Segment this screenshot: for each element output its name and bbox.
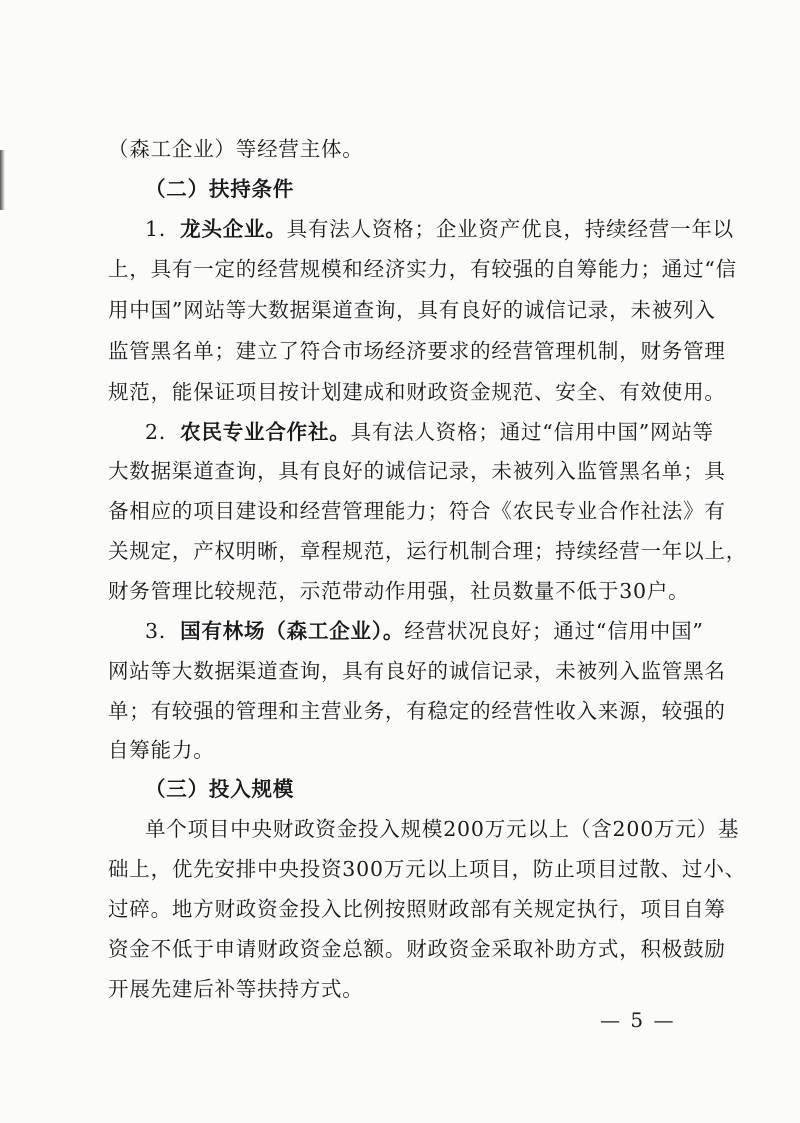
paragraph-line: 资金不低于申请财政资金总额。财政资金采取补助方式，积极鼓励 [108, 937, 726, 961]
paragraph-line: 础上，优先安排中央投资300万元以上项目，防止项目过散、过小、 [108, 857, 746, 881]
page-number: — 5 — [600, 1008, 676, 1032]
paragraph-line: 大数据渠道查询，具有良好的诚信记录，未被列入监管黑名单；具 [108, 459, 726, 483]
paragraph-line: 单；有较强的管理和主营业务，有稳定的经营性收入来源，较强的 [108, 699, 726, 723]
paragraph-line: 规范，能保证项目按计划建成和财政资金规范、安全、有效使用。 [108, 380, 726, 404]
item-heading-cooperative: 2．农民专业合作社。具有法人资格；通过“信用中国”网站等 [145, 420, 714, 444]
item-heading-leading-enterprise: 1．龙头企业。具有法人资格；企业资产优良，持续经营一年以 [145, 217, 734, 241]
paragraph-line: 监管黑名单；建立了符合市场经济要求的经营管理机制，财务管理 [108, 339, 726, 363]
item-heading-state-forest-farm: 3．国有林场（森工企业）。经营状况良好；通过“信用中国” [145, 619, 704, 643]
paragraph-line: 网站等大数据渠道查询，具有良好的诚信记录，未被列入监管黑名 [108, 659, 726, 683]
paragraph-line: 备相应的项目建设和经营管理能力；符合《农民专业合作社法》有 [108, 499, 726, 523]
paragraph-line: 用中国”网站等大数据渠道查询，具有良好的诚信记录，未被列入 [108, 298, 716, 322]
paragraph-line: 自筹能力。 [108, 738, 215, 762]
section-heading-investment-scale: （三）投入规模 [145, 777, 295, 801]
paragraph-line: 开展先建后补等扶持方式。 [108, 977, 364, 1001]
section-heading-support-conditions: （二）扶持条件 [145, 177, 295, 201]
paragraph-line: 过碎。地方财政资金投入比例按照财政部有关规定执行，项目自筹 [108, 897, 726, 921]
paragraph-line: （森工企业）等经营主体。 [108, 137, 364, 161]
paragraph-line: 单个项目中央财政资金投入规模200万元以上（含200万元）基 [145, 817, 740, 841]
paragraph-line: 上，具有一定的经营规模和经济实力，有较强的自筹能力；通过“信 [108, 257, 737, 281]
paragraph-line: 财务管理比较规范，示范带动作用强，社员数量不低于30户。 [108, 579, 690, 603]
scan-edge-shadow [0, 150, 5, 210]
paragraph-line: 关规定，产权明晰，章程规范，运行机制合理；持续经营一年以上， [108, 539, 747, 563]
